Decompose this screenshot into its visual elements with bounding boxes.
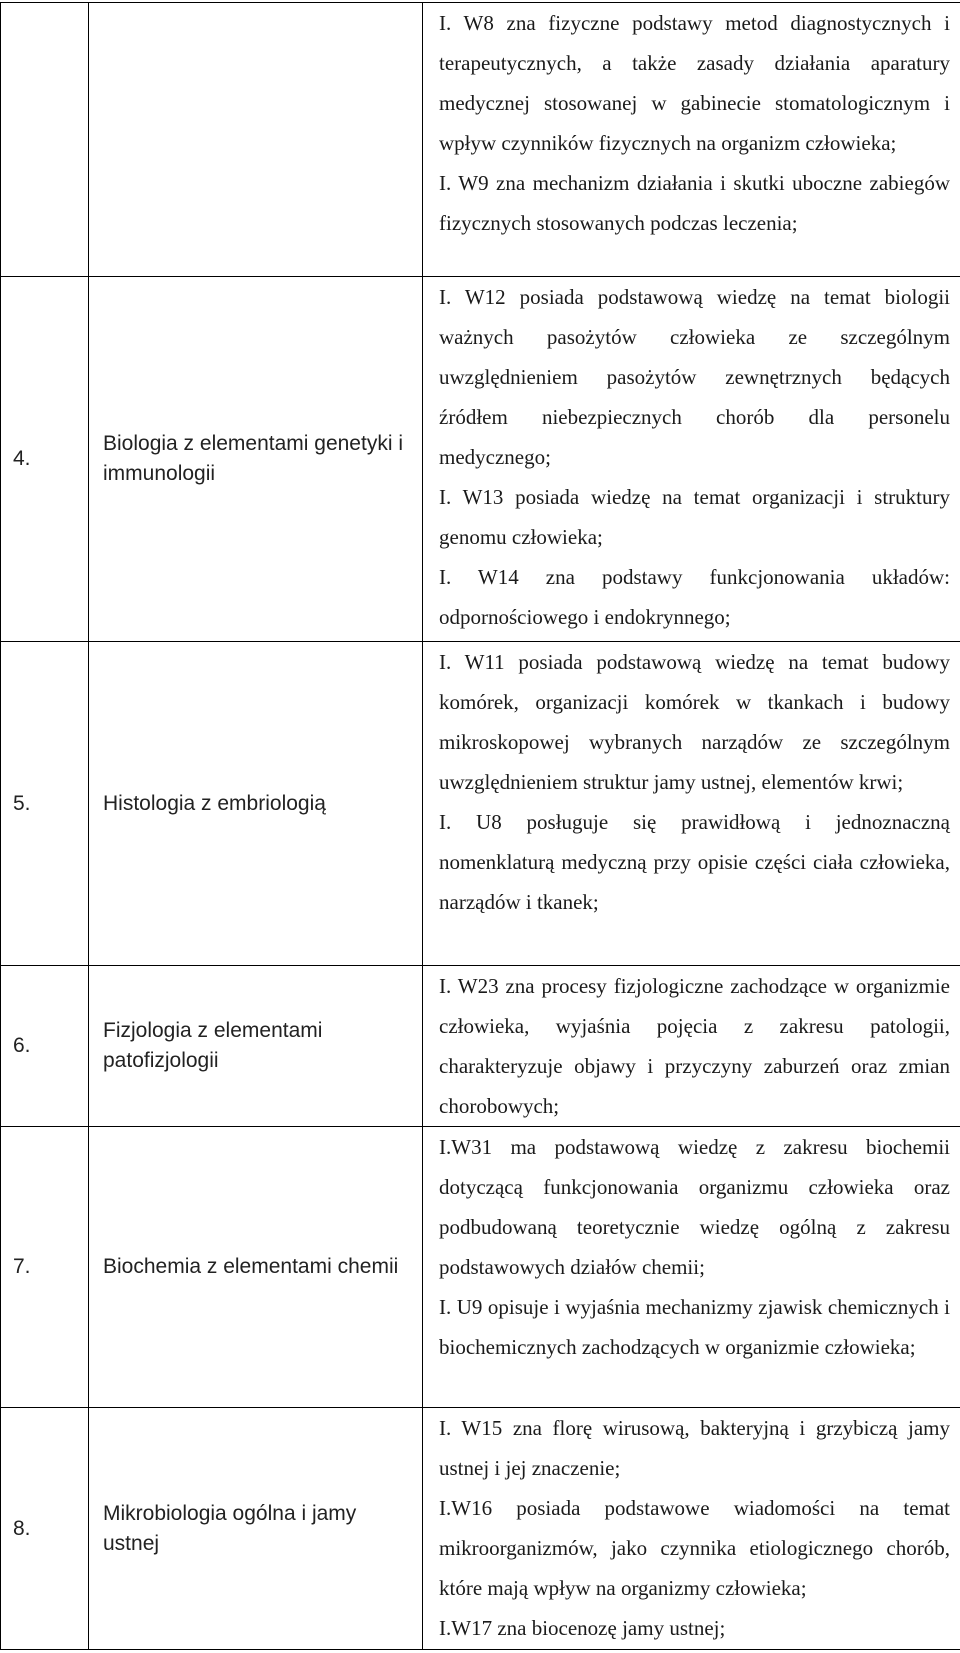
- subject-name: Biologia z elementami genetyki i immunologii: [89, 277, 423, 642]
- learning-outcomes: [423, 1408, 960, 1650]
- row-number: 6.: [1, 966, 89, 1127]
- row-number: 4.: [1, 277, 89, 642]
- learning-outcomes: [423, 277, 960, 642]
- outcome-text: I. U9 opisuje i wyjaśnia mechanizmy zjawisk chemicznych i biochemicznych zachodzących w organizmie człowieka;: [439, 1295, 950, 1359]
- learning-outcomes: [423, 1127, 960, 1408]
- outcome-text: I.W17 zna biocenozę jamy ustnej;: [439, 1616, 726, 1640]
- learning-outcomes: [423, 3, 960, 277]
- subject-name: Fizjologia z elementami patofizjologii: [89, 966, 423, 1127]
- outcome-text: I.W31 ma podstawową wiedzę z zakresu biochemii dotyczącą funkcjonowania organizmu człowieka oraz podbudowaną teoretycznie wiedzę ogólną z zakresu podstawowych działów chemii;: [439, 1135, 950, 1279]
- row-number: [1, 3, 89, 277]
- subject-name: Histologia z embriologią: [89, 642, 423, 966]
- table-row: [1, 966, 960, 1127]
- table-row: [1, 3, 960, 277]
- outcome-text: I. W8 zna fizyczne podstawy metod diagnostycznych i terapeutycznych, a także zasady działania aparatury medycznej stosowanej w gabinecie stomatologicznym i wpływ czynników fizycznych na organizm człowieka;: [439, 11, 950, 155]
- table-row: [1, 1408, 960, 1650]
- learning-outcomes: [423, 642, 960, 966]
- outcome-text: I. U8 posługuje się prawidłową i jednoznaczną nomenklaturą medyczną przy opisie części ciała człowieka, narządów i tkanek;: [439, 810, 950, 914]
- outcome-text: I.W16 posiada podstawowe wiadomości na temat mikroorganizmów, jako czynnika etiologicznego chorób, które mają wpływ na organizmy człowieka;: [439, 1496, 950, 1600]
- outcome-text: I. W15 zna florę wirusową, bakteryjną i grzybiczą jamy ustnej i jej znaczenie;: [439, 1416, 950, 1480]
- row-number: 5.: [1, 642, 89, 966]
- outcome-text: I. W14 zna podstawy funkcjonowania układów: odpornościowego i endokrynnego;: [439, 565, 950, 629]
- row-number: 8.: [1, 1408, 89, 1650]
- outcome-text: I. W13 posiada wiedzę na temat organizacji i struktury genomu człowieka;: [439, 485, 950, 549]
- outcome-text: I. W23 zna procesy fizjologiczne zachodzące w organizmie człowieka, wyjaśnia pojęcia z zakresu patologii, charakteryzuje objawy i przyczyny zaburzeń oraz zmian chorobowych;: [439, 974, 950, 1118]
- table-row: [1, 277, 960, 642]
- outcome-text: I. W12 posiada podstawową wiedzę na temat biologii ważnych pasożytów człowieka ze szczególnym uwzględnieniem pasożytów zewnętrznych będących źródłem niebezpiecznych chorób dla personelu medycznego;: [439, 285, 950, 469]
- outcome-text: I. W11 posiada podstawową wiedzę na temat budowy komórek, organizacji komórek w tkankach i budowy mikroskopowej wybranych narządów ze szczególnym uwzględnieniem struktur jamy ustnej, elementów krwi;: [439, 650, 950, 794]
- table-row: [1, 1127, 960, 1408]
- learning-outcomes: [423, 966, 960, 1127]
- table-row: [1, 642, 960, 966]
- curriculum-table: [0, 2, 960, 1650]
- subject-name: Biochemia z elementami chemii: [89, 1127, 423, 1408]
- row-number: 7.: [1, 1127, 89, 1408]
- outcome-text: I. W9 zna mechanizm działania i skutki uboczne zabiegów fizycznych stosowanych podczas leczenia;: [439, 171, 950, 235]
- subject-name: Mikrobiologia ogólna i jamy ustnej: [89, 1408, 423, 1650]
- subject-name: [89, 3, 423, 277]
